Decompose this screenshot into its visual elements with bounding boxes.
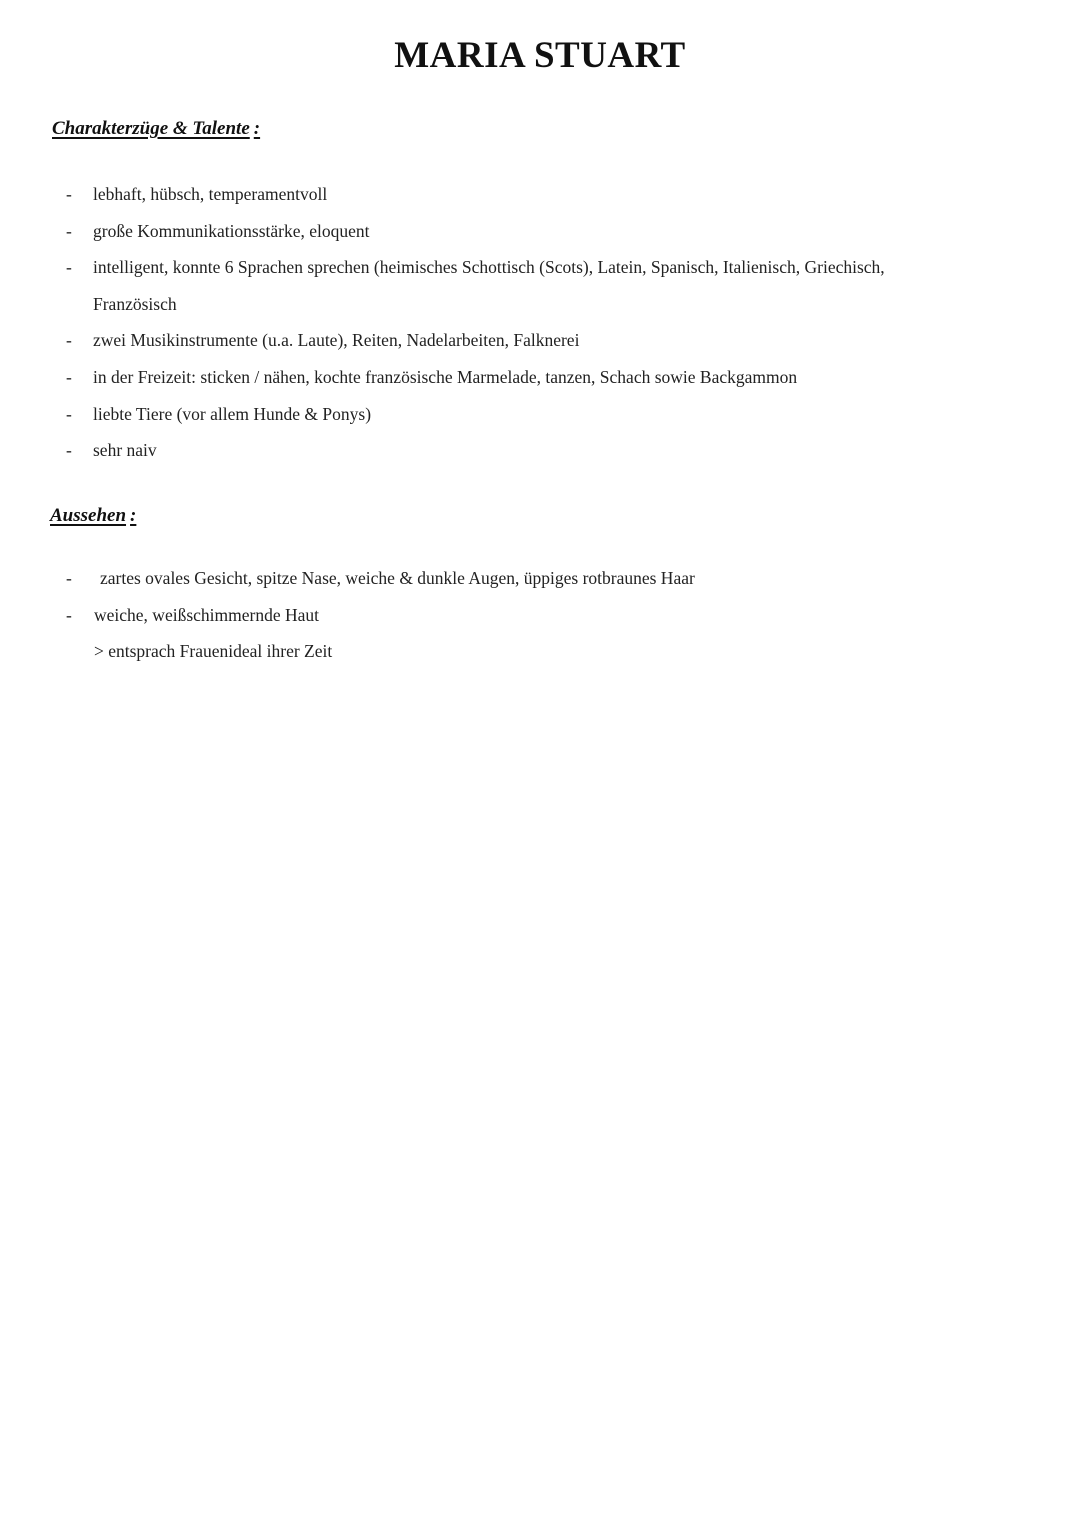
bullet-dash: - xyxy=(66,220,72,241)
bullet-dash: - xyxy=(66,184,72,204)
bullet-dash: - xyxy=(66,257,72,278)
bullet-dash: - xyxy=(66,366,72,387)
bullet-dash: - xyxy=(66,568,72,588)
section-heading-colon: : xyxy=(253,118,261,139)
list-item xyxy=(66,597,695,634)
list-item-text: liebte Tiere (vor allem Hunde & Ponys) xyxy=(93,403,372,424)
bullet-dash: - xyxy=(66,440,72,461)
list-item xyxy=(66,560,695,597)
list-item-continuation: Französisch xyxy=(93,293,177,314)
list-item xyxy=(66,359,885,396)
list-item xyxy=(66,176,885,213)
list-item-text: weiche, weißschimmernde Haut xyxy=(94,604,319,625)
list-item xyxy=(66,249,885,322)
list-item-text: große Kommunikationsstärke, eloquent xyxy=(93,220,370,241)
list-item-text: zartes ovales Gesicht, spitze Nase, weiche & dunkle Augen, üppiges rotbraunes Haar xyxy=(100,568,695,588)
list-item-text: sehr naiv xyxy=(93,440,157,461)
bullet-dash: - xyxy=(66,330,72,351)
list-item xyxy=(66,213,885,250)
bullet-dash: - xyxy=(66,403,72,424)
list-item xyxy=(66,396,885,433)
section-heading-text: Aussehen xyxy=(50,505,127,526)
section-heading-aussehen xyxy=(50,505,136,527)
section-heading-charakterzuege xyxy=(52,118,260,140)
section-heading-text: Charakterzüge & Talente xyxy=(52,118,250,139)
list-item-text: intelligent, konnte 6 Sprachen sprechen (heimisches Schottisch (Scots), Latein, Spanisch, Italienisch, Griechisch, xyxy=(93,257,885,278)
conclusion-note: > entsprach Frauenideal ihrer Zeit xyxy=(94,641,333,662)
list-item xyxy=(66,322,885,359)
charakterzuege-list xyxy=(66,176,885,469)
aussehen-list xyxy=(66,560,695,670)
document-title: MARIA STUART xyxy=(394,35,686,76)
section-heading-colon: : xyxy=(130,505,137,526)
list-item-text: zwei Musikinstrumente (u.a. Laute), Reiten, Nadelarbeiten, Falknerei xyxy=(93,330,580,351)
list-item-text: in der Freizeit: sticken / nähen, kochte französische Marmelade, tanzen, Schach sowie Backgammon xyxy=(93,366,798,387)
bullet-dash: - xyxy=(66,604,72,625)
list-item-text: lebhaft, hübsch, temperamentvoll xyxy=(93,184,328,204)
list-item xyxy=(66,432,885,469)
